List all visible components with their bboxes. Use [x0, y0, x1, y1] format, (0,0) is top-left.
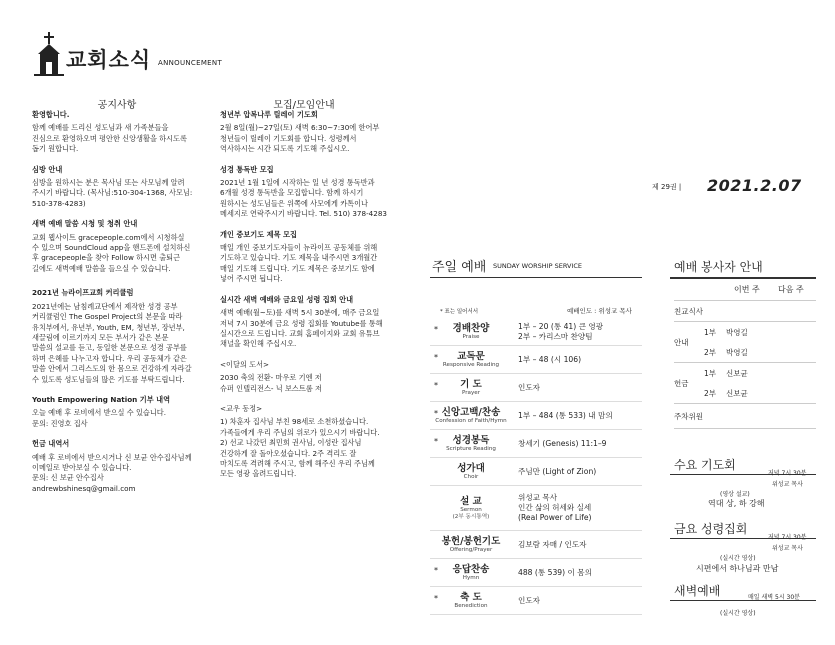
- order-row: [430, 531, 642, 559]
- order-en: Praise: [462, 333, 480, 340]
- volunteers-title: 예배 봉사자 안내: [674, 260, 763, 274]
- dawn-title: 새벽예배: [674, 584, 721, 598]
- volunteer-table: [674, 300, 816, 429]
- recruit-heading: 실시간 새벽 예배와 금요일 성령 집회 안내: [220, 294, 354, 304]
- notices-title: 공지사항: [97, 100, 137, 111]
- order-label: [430, 564, 512, 582]
- recruit-heading: <이달의 도서>: [220, 359, 270, 369]
- standing-star: *: [434, 593, 438, 603]
- recruit-heading: 개인 중보기도 제목 모집: [220, 229, 297, 239]
- order-ko: 성가대: [457, 462, 485, 474]
- order-value: 1부 – 484 (통 533) 내 맘의: [518, 410, 613, 420]
- wed-title: 수요 기도회: [674, 458, 736, 472]
- standing-note: * 표는 일어서서: [440, 309, 479, 315]
- order-value: 1부 – 20 (통 41) 큰 영광 2부 – 카리스마 찬양팀: [518, 321, 604, 341]
- row-offering: [674, 363, 816, 404]
- worship-subtitle: SUNDAY WORSHIP SERVICE: [493, 262, 582, 270]
- order-ko: 기 도: [460, 378, 482, 390]
- presider: 예배인도 : 위성교 목사: [567, 307, 632, 315]
- order-en: Hymn: [462, 574, 480, 581]
- order-label: [430, 323, 512, 341]
- recruit-item: [220, 295, 392, 350]
- worship-title: 주일 예배: [432, 260, 487, 275]
- order-value: 창세기 (Genesis) 11:1–9: [518, 438, 607, 448]
- recruit-body: 1) 차훈자 집사님 부친 98세로 소천하셨습니다. 가족들에게 우리 주님의 위로가 있으시기 바랍니다. 2) 선교 나갔던 최민희 권사님, 이성란 집사님 건강하게 잘 돌아오셨습니다. 2주 격리도 잘 마치도록 격려해 주시고, 함께 해주신 우리 주님께 모든 영광 올려드립니다.: [220, 417, 380, 479]
- row-parking: [674, 404, 816, 429]
- order-label: [430, 536, 512, 554]
- notice-item: [32, 288, 204, 385]
- col-next-week: 다음 주: [778, 285, 804, 294]
- order-row: [430, 559, 642, 587]
- recruit-item: [220, 165, 392, 220]
- section-subtitle: ANNOUNCEMENT: [158, 59, 223, 67]
- notice-body: 2021년에는 남침례교단에서 제작한 성경 공부 커리큘럼인 The Gospel Project의 본문을 따라 유치부에서, 유년부, Youth, EM, 청년부, 장년부, 새끌림에 이르기까지 모든 부서가 같은 본문 말씀의 설교를 듣고, 동일한 본문으로 성경 공부를 하며 은혜를 나누고자 합니다. 우리 공동체가 같은 말씀 안에서 그리스도의 한 몸으로 건강하게 자라갈 수 있도록 성도님들의 많은 기도를 부탁드립니다.: [32, 301, 192, 384]
- recruit-item: [220, 360, 392, 394]
- recruit-item: [220, 110, 392, 155]
- recruit-body: 2월 8일(월)~27일(토) 새벽 6:30~7:30에 한어부 청년들이 릴레이 기도회를 합니다. 성령께서 역사하시는 시간 되도록 기도해 주십시오.: [220, 123, 380, 154]
- notices-list: [32, 110, 204, 504]
- volunteer-name: 박영길: [726, 347, 748, 357]
- dawn-time: 매일 새벽 5시 30분: [748, 594, 800, 601]
- notice-heading: 새벽 예배 말씀 시청 및 청취 안내: [32, 219, 138, 229]
- recruit-body: 새벽 예배(월~토)를 새벽 5시 30분에, 매주 금요일 저녁 7시 30분에 금요 성령 집회를 Youtube를 통해 실시간으로 드립니다. 교회 홈페이지와 교회 유튜브 채널을 확인해 주십시오.: [220, 308, 383, 349]
- notice-heading: 2021년 뉴라이프교회 커리큘럼: [32, 288, 134, 298]
- fri-note: (실시간 영상): [720, 555, 756, 562]
- notice-item: [32, 110, 204, 155]
- order-en: Benediction: [454, 602, 488, 609]
- row-label: 안내: [674, 337, 689, 347]
- recruit-title: 모집/모임안내: [273, 100, 335, 111]
- order-row: [430, 458, 642, 486]
- section-title: 교회소식: [66, 48, 152, 72]
- volunteer-name: 신보균: [726, 388, 748, 398]
- order-en: Sermon (2부 동시통역): [452, 506, 490, 520]
- issue-number: 제 29권 |: [652, 183, 682, 191]
- recruit-item: [220, 404, 392, 480]
- notice-heading: 심방 안내: [32, 164, 63, 174]
- recruit-item: [220, 230, 392, 285]
- volunteer-name: 박영길: [726, 327, 748, 337]
- standing-star: *: [434, 352, 438, 362]
- order-en: Choir: [463, 473, 479, 480]
- order-en: Responsive Reading: [442, 361, 500, 368]
- row-lunch: [674, 300, 816, 322]
- order-ko: 축 도: [460, 591, 482, 603]
- row-label: 주차위원: [674, 411, 703, 421]
- recruit-list: [220, 110, 392, 490]
- service-label: 2부: [704, 347, 717, 357]
- notice-body: 예배 후 로비에서 받으시거나 신 보균 안수집사님께 이메일로 받아보실 수 있습니다. 문의: 신 보균 안수집사 andrewbshinesq@gmail.com: [32, 452, 192, 493]
- divider: [430, 277, 642, 278]
- standing-star: *: [434, 324, 438, 334]
- wed-note: (영상 설교): [720, 491, 750, 498]
- standing-star: *: [434, 436, 438, 446]
- notice-heading: 환영합니다.: [32, 110, 70, 119]
- order-row: [430, 402, 642, 430]
- fri-leader: 위성교 목사: [772, 545, 803, 552]
- order-label: [430, 496, 512, 521]
- order-row: [430, 486, 642, 531]
- order-row: [430, 430, 642, 458]
- notice-item: [32, 219, 204, 274]
- notice-body: 함께 예배를 드리신 성도님과 새 가족분들을 진심으로 환영하오며 평안한 신앙생활을 하시도록 돕기 원합니다.: [32, 123, 187, 154]
- wed-content: 역대 상, 하 강해: [708, 499, 765, 508]
- notice-item: [32, 439, 204, 494]
- standing-star: *: [434, 380, 438, 390]
- notice-body: 오늘 예배 후 로비에서 받으실 수 있습니다. 문의: 진영호 집사: [32, 408, 167, 428]
- order-ko: 교독문: [457, 350, 485, 362]
- wed-leader: 위성교 목사: [772, 481, 803, 488]
- order-label: [430, 407, 512, 425]
- order-value: 주님만 (Light of Zion): [518, 466, 597, 476]
- order-ko: 응답찬송: [452, 563, 490, 575]
- order-row: [430, 374, 642, 402]
- recruit-heading: 청년부 압복나루 릴레이 기도회: [220, 110, 318, 119]
- order-ko: 성경봉독: [452, 434, 490, 446]
- order-en: Confession of Faith/Hymn: [435, 417, 507, 424]
- order-value: 인도자: [518, 382, 541, 392]
- notice-item: [32, 165, 204, 210]
- notice-body: 심방을 원하시는 분은 목사님 또는 사모님께 알려 주시기 바랍니다. (목사님:510-304-1368, 사모님: 510-378-4283): [32, 178, 193, 208]
- order-ko: 봉헌/봉헌기도: [441, 535, 501, 547]
- order-row: [430, 318, 642, 346]
- order-label: [430, 592, 512, 610]
- order-value: 1부 – 48 (시 106): [518, 354, 582, 364]
- fri-content: 시편에서 하나님과 만남: [696, 564, 779, 573]
- row-label: 헌금: [674, 378, 689, 388]
- order-en: Scripture Reading: [446, 445, 496, 452]
- order-value: 인도자: [518, 595, 541, 605]
- order-value: 위성교 목사 인간 삶의 허세와 실세 (Real Power of Life): [518, 493, 592, 522]
- fri-time: 저녁 7시 30분: [768, 534, 807, 541]
- divider: [670, 277, 816, 279]
- recruit-heading: <교우 동정>: [220, 403, 263, 413]
- notice-item: [32, 395, 204, 429]
- col-this-week: 이번 주: [734, 285, 760, 294]
- service-label: 2부: [704, 388, 717, 398]
- bulletin-date: 2021.2.07: [707, 176, 802, 195]
- service-label: 1부: [704, 368, 717, 378]
- recruit-heading: 성경 통독반 모집: [220, 164, 274, 174]
- worship-order: [430, 318, 642, 615]
- notice-heading: Youth Empowering Nation 기부 내역: [32, 394, 171, 404]
- dawn-note: (실시간 영상): [720, 610, 756, 617]
- volunteer-name: 신보균: [726, 368, 748, 378]
- order-label: [430, 435, 512, 453]
- order-row: [430, 346, 642, 374]
- order-en: Prayer: [461, 389, 481, 396]
- wed-time: 저녁 7시 30분: [768, 470, 807, 477]
- order-label: [430, 463, 512, 481]
- notice-heading: 헌금 내역서: [32, 439, 70, 449]
- row-usher: [674, 322, 816, 363]
- fri-title: 금요 성령집회: [674, 522, 748, 536]
- order-ko: 설 교: [460, 495, 482, 507]
- recruit-body: 2021년 1월 1일에 시작하는 일 년 성경 통독반과 6개월 성경 통독반을 모집합니다. 함께 하시기 원하시는 성도님들은 위쪽에 사모에게 카톡이나 메세지로 연락주시기 바랍니다. Tel. 510) 378-4283: [220, 178, 387, 219]
- church-icon: [34, 32, 64, 76]
- order-value: 김보람 자매 / 인도자: [518, 539, 587, 549]
- order-value: 488 (통 539) 이 몸의: [518, 567, 592, 577]
- order-ko: 경배찬양: [452, 322, 490, 334]
- order-row: [430, 587, 642, 615]
- standing-star: *: [434, 565, 438, 575]
- notice-body: 교회 웹사이트 gracepeople.com에서 시청하실 수 있으며 SoundCloud app을 핸드폰에 설치하신 후 gracepeople을 찾아 Follow 하시면 출퇴근 길에도 새벽예배 말씀을 들으실 수 있습니다.: [32, 232, 191, 273]
- order-en: Offering/Prayer: [449, 546, 493, 553]
- order-label: [430, 379, 512, 397]
- standing-star: *: [434, 408, 438, 418]
- service-label: 1부: [704, 327, 717, 337]
- order-label: [430, 351, 512, 369]
- row-label: 친교식사: [674, 306, 703, 316]
- recruit-body: 매일 개인 중보기도자들이 뉴라이프 공동체를 위해 기도하고 있습니다. 기도 제목을 내주시면 3개월간 매일 기도해 드립니다. 기도 제목은 중보기도 함에 넣어 주시면 됩니다.: [220, 243, 378, 284]
- recruit-body: 2030 축의 전환- 마우로 기엔 저 슈퍼 인텔리전스- 닉 보스트롬 저: [220, 373, 322, 393]
- order-ko: 신앙고백/찬송: [441, 406, 501, 418]
